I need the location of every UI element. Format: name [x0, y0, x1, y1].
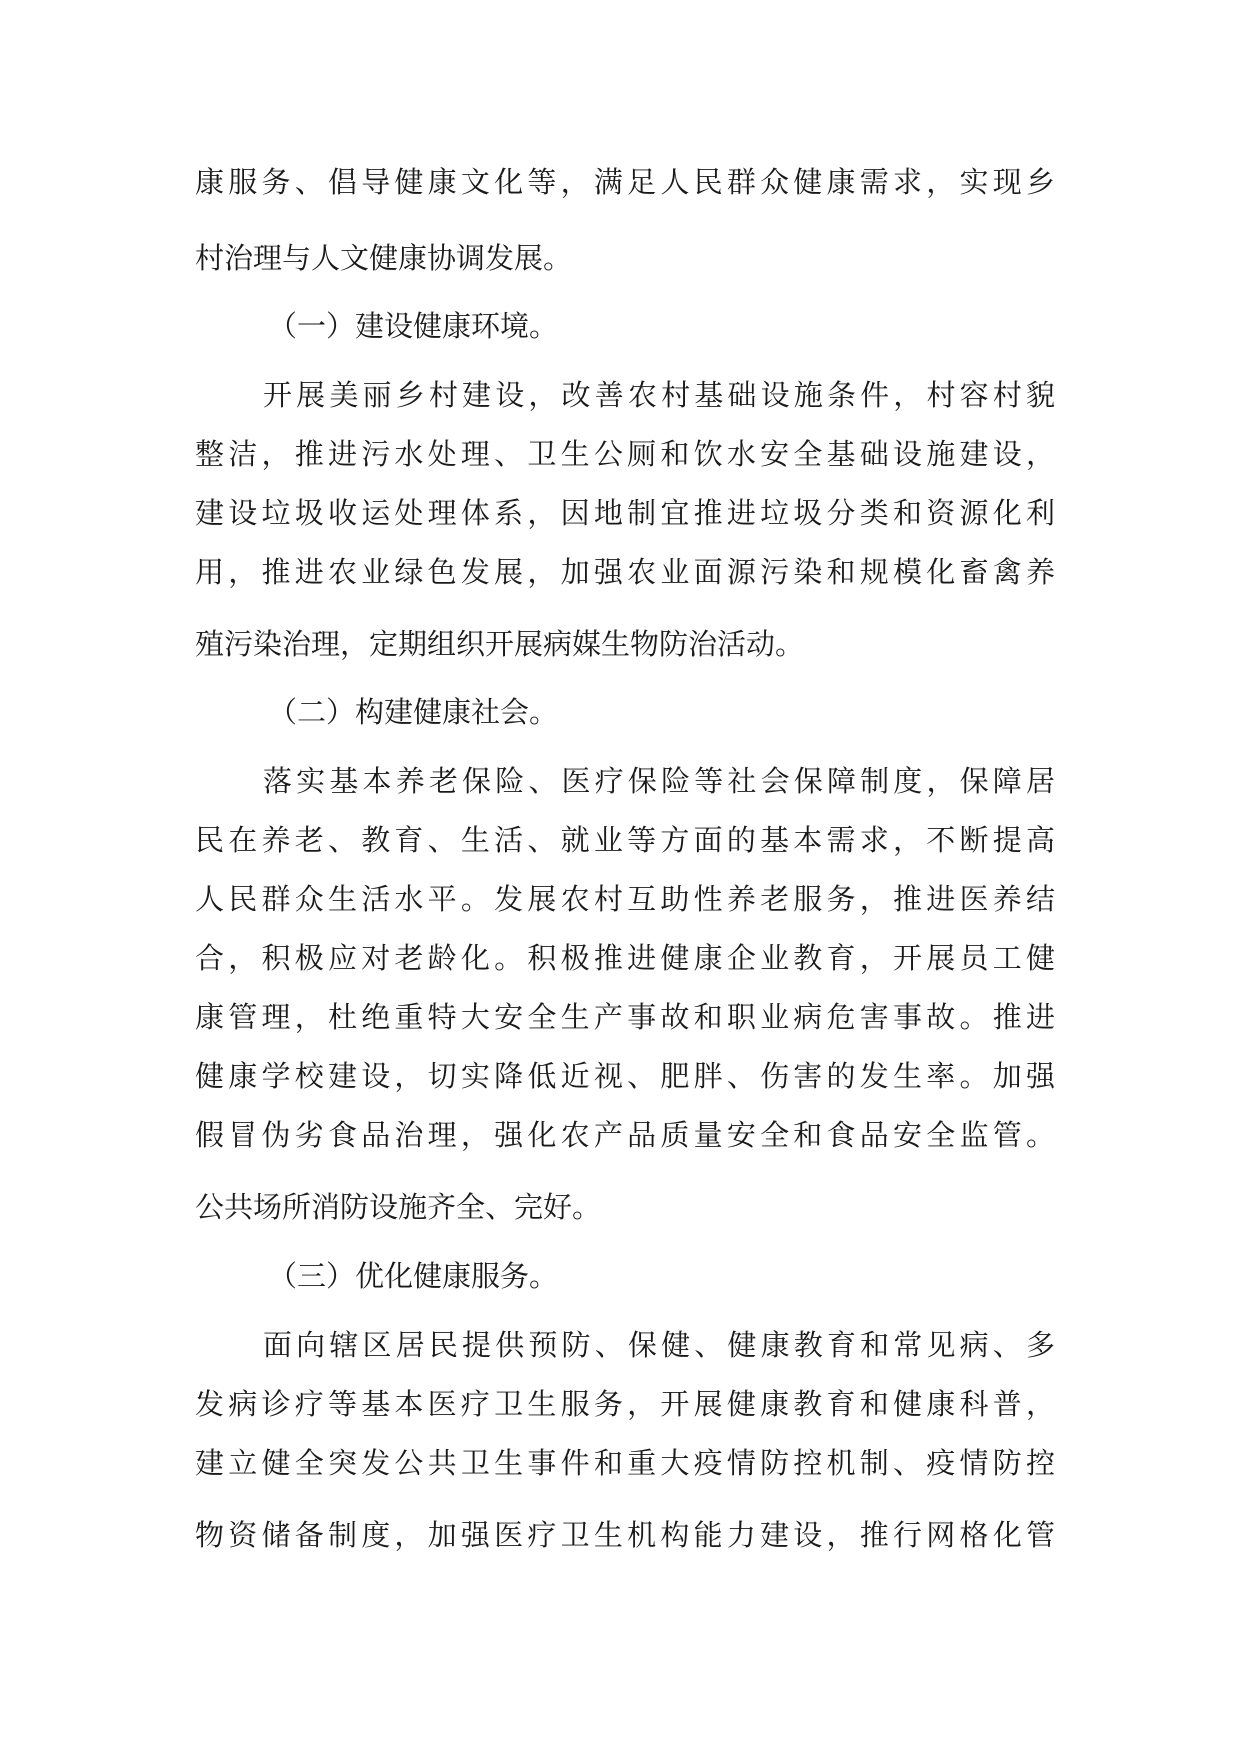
section-heading: （二）构建健康社会。 [268, 695, 559, 729]
body-text-line: 健康学校建设，切实降低近视、肥胖、伤害的发生率。加强 [195, 1059, 1055, 1093]
body-text-line: 建设垃圾收运处理体系，因地制宜推进垃圾分类和资源化利 [195, 496, 1055, 530]
section-heading: （三）优化健康服务。 [268, 1259, 559, 1293]
body-text-line: 殖污染治理，定期组织开展病媒生物防治活动。 [195, 627, 805, 661]
body-text-line: 发病诊疗等基本医疗卫生服务，开展健康教育和健康科普， [195, 1387, 1055, 1421]
body-text-line: 开展美丽乡村建设，改善农村基础设施条件，村容村貌 [263, 378, 1055, 412]
body-text-line: 合，积极应对老龄化。积极推进健康企业教育，开展员工健 [195, 941, 1055, 975]
body-text-line: 物资储备制度，加强医疗卫生机构能力建设，推行网格化管 [195, 1518, 1055, 1552]
body-text-line: 假冒伪劣食品治理，强化农产品质量安全和食品安全监管。 [195, 1118, 1055, 1152]
body-text-line: 用，推进农业绿色发展，加强农业面源污染和规模化畜禽养 [195, 555, 1055, 589]
body-text-line: 康管理，杜绝重特大安全生产事故和职业病危害事故。推进 [195, 1000, 1055, 1034]
body-text-line: 落实基本养老保险、医疗保险等社会保障制度，保障居 [263, 764, 1055, 798]
body-text-line: 民在养老、教育、生活、就业等方面的基本需求，不断提高 [195, 823, 1055, 857]
body-text-line: 整洁，推进污水处理、卫生公厕和饮水安全基础设施建设， [195, 437, 1055, 471]
body-text-line: 面向辖区居民提供预防、保健、健康教育和常见病、多 [263, 1328, 1055, 1362]
body-text-line: 康服务、倡导健康文化等，满足人民群众健康需求，实现乡 [195, 165, 1055, 199]
body-text-line: 公共场所消防设施齐全、完好。 [195, 1190, 602, 1224]
body-text-line: 人民群众生活水平。发展农村互助性养老服务，推进医养结 [195, 882, 1055, 916]
body-text-line: 村治理与人文健康协调发展。 [195, 241, 573, 275]
section-heading: （一）建设健康环境。 [268, 309, 559, 343]
body-text-line: 建立健全突发公共卫生事件和重大疫情防控机制、疫情防控 [195, 1446, 1055, 1480]
